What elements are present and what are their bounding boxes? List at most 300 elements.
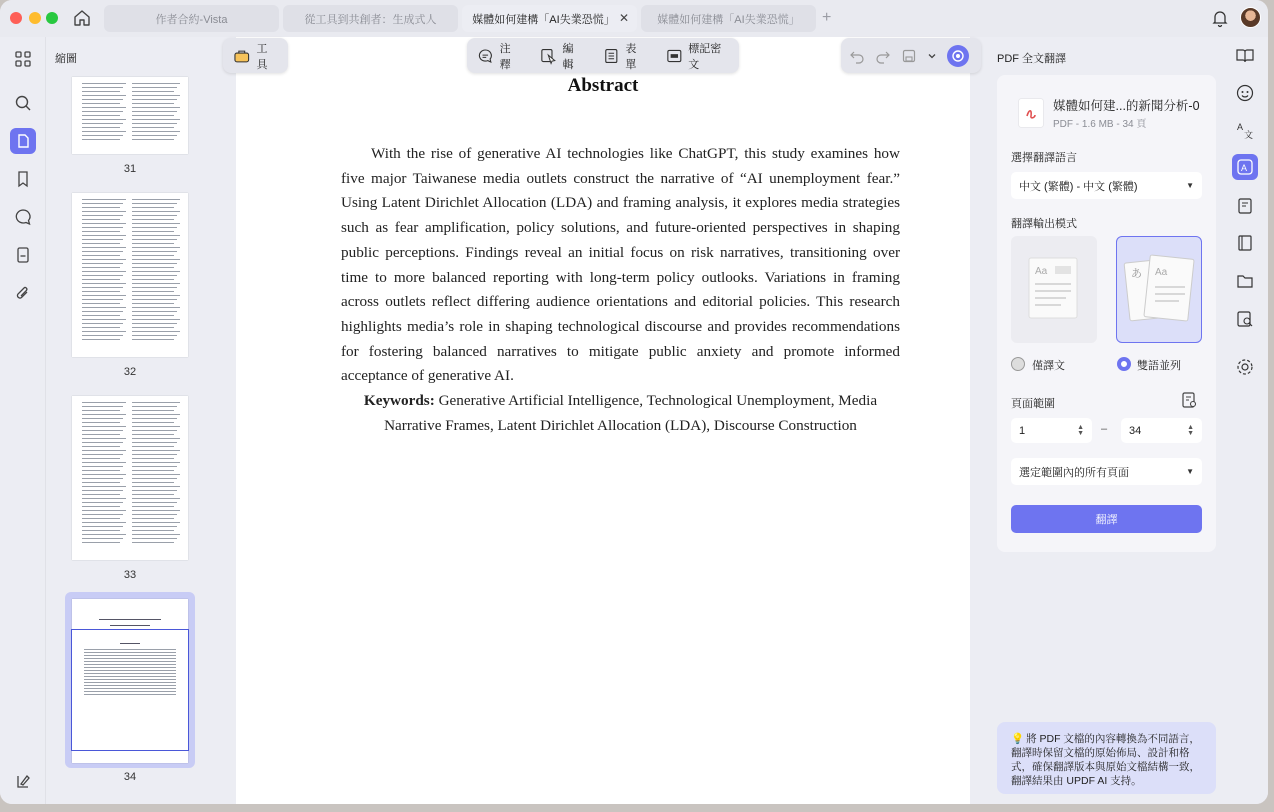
thumbnail-text-line — [84, 655, 176, 656]
mode-bilingual-card[interactable] — [1116, 236, 1202, 343]
thumbnail-text-line — [82, 131, 126, 132]
stepper-icon[interactable]: ▲ ▼ — [1077, 423, 1084, 437]
file-meta: PDF - 1.6 MB - 34 頁 — [1053, 119, 1147, 130]
thumbnail-text-line — [144, 510, 180, 511]
translate-panel — [986, 37, 1226, 804]
abstract-body: With the rise of generative AI technologies like ChatGPT, this study examines how five major Taiwanese media outlets construct the narrative of “AI unemployment fear.” Using Latent Dirichlet Allocation (LDA) and framing analysis, it explores media strategies such as fear amplification, policy solutions, and future-oriented perspectives in shaping public perceptions. Findings reveal an initial focus on risk narratives, transitioning over time to more balanced reporting with long-term policy outlooks. Variations in framing across outlets reflect differing audience orientations and editorial policies. This research highlights media’s role in shaping technological discourse and provides recommendations for fostering balanced narratives to mitigate public anxiety and promote informed acceptance of generative AI. — [341, 145, 900, 385]
thumbnail-text-line — [144, 502, 177, 503]
mode-label: 翻譯輸出模式 — [1011, 218, 1077, 230]
thumbnail-text-line — [144, 494, 174, 495]
language-select-value: 中文 (繁體) - 中文 (繁體) — [1019, 180, 1138, 193]
thumbnail-page-number: 33 — [123, 569, 137, 581]
thumbnail-text-line — [82, 307, 126, 308]
thumbnail-text-line — [144, 470, 174, 471]
thumbnail-text-line — [144, 319, 180, 320]
translate-button[interactable]: 翻譯 — [1011, 505, 1202, 533]
thumbnail-text-line — [132, 231, 144, 232]
tab-3-active[interactable] — [462, 5, 637, 32]
thumbnail-text-line — [132, 530, 144, 531]
page-range-select[interactable] — [1011, 458, 1202, 485]
edit-label: 編輯 — [562, 42, 574, 71]
thumbnail-text-line — [82, 506, 120, 507]
lightbulb-icon: 💡 — [1011, 733, 1025, 745]
svg-text:A: A — [1241, 163, 1248, 173]
thumbnail-text-line — [82, 426, 126, 427]
save-icon[interactable] — [901, 48, 917, 64]
thumbnail-text-line — [82, 255, 120, 256]
tab-2[interactable] — [283, 5, 458, 32]
thumbnail-text-line — [144, 446, 174, 447]
thumbnail-text-line — [82, 510, 126, 511]
page-from-input[interactable] — [1011, 418, 1092, 443]
svg-text:A: A — [1237, 122, 1244, 132]
thumbnail-text-line — [144, 119, 180, 120]
thumbnail-text-line — [82, 474, 126, 475]
thumbnail-text-line — [144, 478, 177, 479]
thumbnail-text-line — [144, 275, 177, 276]
thumbnail-text-line — [144, 203, 177, 204]
read-mode-icon[interactable] — [1232, 43, 1258, 69]
thumbnail-page-31[interactable] — [72, 77, 188, 154]
thumbnail-page-number: 31 — [123, 163, 137, 175]
thumbnail-text-line — [82, 287, 123, 288]
thumbnail-text-line — [82, 450, 126, 451]
thumbnail-text-line — [132, 327, 144, 328]
thumbnail-text-line — [144, 87, 177, 88]
thumbnail-text-line — [144, 263, 177, 264]
thumbnail-text-line — [110, 625, 150, 626]
thumbnail-text-line — [82, 422, 120, 423]
thumbnail-text-line — [82, 283, 126, 284]
thumbnail-text-line — [82, 462, 126, 463]
thumbnail-text-line — [82, 518, 120, 519]
thumbnail-text-line — [82, 211, 126, 212]
thumbnail-text-line — [132, 207, 144, 208]
tools-toolbar — [223, 38, 288, 73]
thumbnail-text-line — [144, 99, 177, 100]
thumbnail-panel-title: 縮圖 — [55, 53, 77, 65]
thumbnail-text-line — [82, 406, 123, 407]
thumbnail-text-line — [84, 679, 176, 680]
thumbnail-text-line — [144, 331, 180, 332]
thumbnail-text-line — [120, 643, 140, 644]
main-toolbar — [467, 38, 739, 73]
thumbnail-text-line — [82, 339, 120, 340]
thumbnail-text-line — [132, 470, 144, 471]
thumbnail-text-line — [144, 139, 174, 140]
thumbnail-text-line — [82, 91, 120, 92]
thumbnail-text-line — [82, 442, 123, 443]
thumbnail-text-line — [132, 422, 144, 423]
thumbnail-text-line — [82, 139, 120, 140]
thumbnail-text-line — [144, 462, 180, 463]
thumbnail-text-line — [132, 267, 144, 268]
thumbnail-text-line — [84, 682, 176, 683]
summarize-icon[interactable] — [1232, 193, 1258, 219]
thumbnail-text-line — [82, 103, 120, 104]
thumbnail-text-line — [82, 127, 120, 128]
thumbnail-text-line — [132, 446, 144, 447]
thumbnail-text-line — [144, 474, 180, 475]
comment-icon — [477, 47, 494, 65]
translate-icon[interactable] — [1232, 117, 1258, 143]
comment-button[interactable] — [467, 38, 530, 73]
thumbnail-text-line — [144, 530, 174, 531]
stepper-icon[interactable]: ▲ ▼ — [1187, 423, 1194, 437]
thumbnail-text-line — [84, 694, 176, 695]
thumbnail-text-line — [82, 231, 120, 232]
thumbnail-text-line — [82, 538, 123, 539]
thumbnail-text-line — [82, 243, 120, 244]
thumbnail-text-line — [132, 139, 144, 140]
thumbnail-text-line — [82, 319, 126, 320]
thumbnail-text-line — [144, 311, 177, 312]
thumbnail-text-line — [82, 522, 126, 523]
home-icon[interactable] — [72, 8, 92, 28]
thumbnail-text-line — [144, 271, 180, 272]
bookmark-icon[interactable] — [11, 167, 35, 191]
thumbnail-panel — [46, 37, 218, 804]
thumbnail-text-line — [144, 303, 174, 304]
thumbnail-text-line — [144, 131, 180, 132]
stamp-icon[interactable] — [11, 243, 35, 267]
thumbnail-text-line — [144, 239, 177, 240]
thumbnail-text-line — [144, 438, 180, 439]
tab-label: 媒體如何建構「AI失業恐慌」 — [472, 13, 615, 26]
thumbnail-text-line — [84, 670, 176, 671]
thumbnail-text-line — [84, 664, 176, 665]
thumbnail-text-line — [82, 203, 123, 204]
thumbnail-text-line — [84, 685, 176, 686]
thumbnail-text-line — [144, 538, 177, 539]
thumbnail-text-line — [82, 107, 126, 108]
page-to-value: 34 — [1129, 424, 1142, 437]
thumbnail-text-line — [82, 418, 123, 419]
thumbnail-text-line — [144, 279, 174, 280]
close-tab-icon[interactable]: ✕ — [618, 11, 629, 25]
redact-button[interactable] — [656, 38, 739, 73]
thumbnail-text-line — [82, 119, 126, 120]
chevron-down-icon: ▼ — [1186, 181, 1194, 190]
comment-label: 注釋 — [499, 42, 511, 71]
right-icon-rail — [1226, 37, 1268, 804]
ocr-search-icon[interactable] — [1232, 306, 1258, 332]
thumbnail-text-line — [144, 267, 174, 268]
thumbnail-text-line — [144, 414, 180, 415]
toolbox-icon — [233, 47, 251, 65]
thumbnail-text-line — [84, 658, 176, 659]
new-tab-icon[interactable]: + — [822, 9, 832, 26]
radio-bilingual[interactable] — [1117, 357, 1131, 371]
thumbnail-text-line — [82, 514, 123, 515]
thumbnail-text-line — [144, 219, 174, 220]
thumbnail-text-line — [82, 470, 120, 471]
thumbnail-text-line — [82, 99, 123, 100]
thumbnail-text-line — [144, 418, 177, 419]
tab-1[interactable] — [104, 5, 279, 32]
thumbnail-text-line — [82, 291, 120, 292]
thumbnail-text-line — [132, 506, 144, 507]
thumbnail-text-line — [82, 534, 126, 535]
thumbnail-text-line — [144, 426, 180, 427]
thumbnail-text-line — [144, 518, 174, 519]
thumbnail-text-line — [82, 311, 123, 312]
thumbnail-text-line — [82, 115, 120, 116]
thumbnail-text-line — [82, 271, 126, 272]
tools-label: 工具 — [256, 42, 268, 71]
thumbnail-text-line — [144, 231, 174, 232]
page-to-input[interactable] — [1121, 418, 1202, 443]
redo-icon[interactable] — [875, 48, 891, 64]
thumbnail-text-line — [82, 279, 120, 280]
thumbnail-text-line — [82, 530, 120, 531]
grid-icon[interactable] — [11, 47, 35, 71]
thumbnail-text-line — [144, 323, 177, 324]
thumbnail-text-line — [82, 478, 123, 479]
pdf-file-icon — [1019, 99, 1043, 127]
thumbnail-page-number: 34 — [123, 771, 137, 783]
thumbnail-text-line — [82, 207, 120, 208]
thumbnail-text-line — [144, 466, 177, 467]
thumbnail-text-line — [144, 199, 180, 200]
thumbnail-text-line — [144, 287, 177, 288]
thumbnail-page-34[interactable] — [72, 599, 188, 763]
thumbnail-text-line — [82, 327, 120, 328]
svg-text:あ: あ — [1131, 267, 1142, 280]
thumbnail-text-line — [82, 454, 123, 455]
keywords-label: Keywords: — [363, 392, 435, 409]
thumbnail-text-line — [82, 414, 126, 415]
zoom-window-button[interactable] — [46, 12, 58, 24]
thumbnail-text-line — [144, 335, 177, 336]
tab-label: 媒體如何建構「AI失業恐慌」 — [657, 13, 800, 26]
thumbnail-text-line — [144, 430, 177, 431]
file-name: 媒體如何建...的新聞分析-0 — [1053, 99, 1200, 113]
thumbnail-text-line — [144, 215, 177, 216]
thumbnail-text-line — [132, 243, 144, 244]
edit-button[interactable] — [530, 38, 593, 73]
thumbnail-text-line — [132, 315, 144, 316]
thumbnail-text-line — [144, 227, 177, 228]
thumbnail-text-line — [132, 339, 144, 340]
redact-icon — [666, 47, 683, 65]
thumbnail-text-line — [144, 127, 174, 128]
thumbnail-text-line — [144, 211, 180, 212]
ai-chat-icon[interactable] — [1232, 80, 1258, 106]
thumbnail-text-line — [144, 506, 174, 507]
thumbnail-text-line — [84, 652, 176, 653]
thumbnail-text-line — [144, 339, 174, 340]
tab-4[interactable] — [641, 5, 816, 32]
ai-assistant-icon[interactable] — [947, 45, 969, 67]
thumbnail-text-line — [82, 235, 126, 236]
thumbnail-text-line — [144, 327, 174, 328]
pdf-translate-icon[interactable] — [1232, 154, 1258, 180]
history-toolbar — [841, 38, 981, 73]
thumbnail-text-line — [144, 295, 180, 296]
search-icon[interactable] — [11, 91, 35, 115]
thumbnail-text-line — [82, 466, 123, 467]
thumbnail-text-line — [144, 115, 174, 116]
comments-icon[interactable] — [11, 205, 35, 229]
thumbnail-text-line — [144, 422, 174, 423]
svg-text:文: 文 — [1244, 131, 1254, 140]
thumbnail-text-line — [144, 442, 177, 443]
avatar[interactable] — [1240, 7, 1261, 28]
thumbnail-text-line — [132, 103, 144, 104]
thumbnail-text-line — [132, 434, 144, 435]
thumbnail-text-line — [132, 291, 144, 292]
edit-icon — [540, 47, 557, 65]
chevron-down-icon: ▼ — [1186, 467, 1194, 476]
thumbnail-text-line — [82, 299, 123, 300]
thumbnail-text-line — [82, 323, 123, 324]
tip-text: 將 PDF 文檔的內容轉換為不同語言，翻譯時保留文檔的原始佈局、設計和格式，確保翻譯版本與原始文檔結構一致，翻譯結果由 UPDF AI 支持。 — [1011, 733, 1200, 787]
thumbnail-text-line — [84, 688, 176, 689]
tools-button[interactable] — [223, 38, 288, 73]
thumbnail-text-line — [82, 458, 120, 459]
thumbnail-page-32[interactable] — [72, 193, 188, 357]
thumbnail-text-line — [144, 95, 180, 96]
thumbnail-text-line — [144, 450, 180, 451]
thumbnail-text-line — [82, 498, 126, 499]
thumbnail-text-line — [82, 482, 120, 483]
thumbnail-text-line — [132, 279, 144, 280]
thumbnail-text-line — [144, 410, 174, 411]
thumbnail-text-line — [144, 307, 180, 308]
folder-export-icon[interactable] — [1232, 268, 1258, 294]
thumbnail-text-line — [82, 239, 123, 240]
title-bar — [0, 0, 1268, 37]
chevron-down-icon[interactable] — [927, 51, 937, 61]
thumbnail-text-line — [84, 691, 176, 692]
thumbnail-text-line — [82, 223, 126, 224]
thumbnail-text-line — [144, 223, 180, 224]
settings-gear-icon[interactable] — [1232, 354, 1258, 380]
close-window-button[interactable] — [10, 12, 22, 24]
thumbnail-text-line — [132, 482, 144, 483]
thumbnail-text-line — [84, 676, 176, 677]
thumbnail-text-line — [82, 315, 120, 316]
thumbnail-text-line — [144, 514, 177, 515]
thumbnail-text-line — [144, 235, 180, 236]
page-thumbnails-icon[interactable] — [10, 128, 36, 154]
thumbnail-text-line — [144, 498, 180, 499]
thumbnail-text-line — [144, 434, 174, 435]
thumbnail-text-line — [132, 255, 144, 256]
thumbnail-text-line — [144, 490, 177, 491]
thumbnail-text-line — [144, 526, 177, 527]
svg-text:Aa: Aa — [1035, 266, 1048, 277]
thumbnail-text-line — [82, 542, 120, 543]
mode-translation-only-card[interactable] — [1011, 236, 1097, 343]
thumbnail-text-line — [82, 135, 123, 136]
thumbnail-text-line — [82, 123, 123, 124]
thumbnail-text-line — [132, 458, 144, 459]
document-viewer[interactable] — [218, 37, 986, 804]
thumbnail-text-line — [82, 199, 126, 200]
thumbnail-text-line — [144, 251, 177, 252]
thumbnail-text-line — [82, 335, 123, 336]
book-icon[interactable] — [1232, 230, 1258, 256]
translate-tip — [997, 722, 1216, 794]
thumbnail-text-line — [132, 303, 144, 304]
left-icon-rail — [0, 37, 46, 804]
layers-icon[interactable] — [11, 769, 35, 793]
visible-area-frame — [71, 629, 189, 751]
thumbnail-text-line — [84, 673, 176, 674]
thumbnail-text-line — [82, 247, 126, 248]
thumbnail-text-line — [82, 227, 123, 228]
thumbnail-text-line — [144, 207, 174, 208]
thumbnail-text-line — [144, 402, 180, 403]
thumbnail-text-line — [82, 331, 126, 332]
thumbnail-text-line — [144, 522, 180, 523]
attachment-icon[interactable] — [11, 281, 35, 305]
thumbnail-text-line — [144, 482, 174, 483]
thumbnail-text-line — [144, 291, 174, 292]
thumbnail-text-line — [82, 502, 123, 503]
svg-text:Aa: Aa — [1155, 267, 1168, 278]
form-label: 表單 — [625, 42, 637, 71]
tab-label: 從工具到共創者：生成式人 — [304, 13, 437, 26]
redact-label: 標記密文 — [688, 42, 722, 71]
thumbnail-text-line — [82, 259, 126, 260]
thumbnail-text-line — [82, 490, 123, 491]
thumbnail-text-line — [144, 458, 174, 459]
thumbnail-text-line — [132, 410, 144, 411]
thumbnail-text-line — [132, 518, 144, 519]
translate-card — [997, 75, 1216, 552]
pdf-page[interactable] — [236, 37, 970, 804]
thumbnail-text-line — [132, 91, 144, 92]
thumbnail-text-line — [82, 402, 126, 403]
radio-translation-only[interactable] — [1011, 357, 1025, 371]
radio-translation-only-label: 僅譯文 — [1032, 360, 1065, 372]
range-dash: – — [1101, 423, 1108, 435]
thumbnail-text-line — [144, 259, 180, 260]
thumbnail-text-line — [144, 534, 180, 535]
thumbnail-text-line — [82, 295, 126, 296]
page-range-select-value: 選定範圍內的所有頁面 — [1019, 466, 1129, 479]
thumbnail-text-line — [132, 115, 144, 116]
thumbnail-text-line — [144, 255, 174, 256]
thumbnail-text-line — [82, 87, 123, 88]
language-select[interactable] — [1011, 172, 1202, 199]
thumbnail-text-line — [82, 263, 123, 264]
thumbnail-text-line — [82, 219, 120, 220]
thumbnail-text-line — [144, 542, 174, 543]
thumbnail-text-line — [144, 83, 180, 84]
translate-panel-title: PDF 全文翻譯 — [997, 53, 1067, 65]
undo-icon[interactable] — [849, 48, 865, 64]
keywords — [341, 389, 900, 438]
bell-icon[interactable] — [1210, 8, 1230, 28]
minimize-window-button[interactable] — [29, 12, 41, 24]
thumbnail-text-line — [132, 542, 144, 543]
language-label: 選擇翻譯語言 — [1011, 152, 1077, 164]
thumbnail-text-line — [82, 95, 126, 96]
thumbnail-text-line — [144, 486, 180, 487]
form-button[interactable] — [593, 38, 656, 73]
abstract-heading: Abstract — [567, 75, 639, 96]
thumbnail-text-line — [144, 91, 174, 92]
thumbnail-text-line — [144, 135, 177, 136]
page-range-settings-icon[interactable] — [1180, 391, 1198, 414]
thumbnail-text-line — [144, 243, 174, 244]
thumbnail-page-33[interactable] — [72, 396, 188, 560]
form-icon — [603, 47, 620, 65]
